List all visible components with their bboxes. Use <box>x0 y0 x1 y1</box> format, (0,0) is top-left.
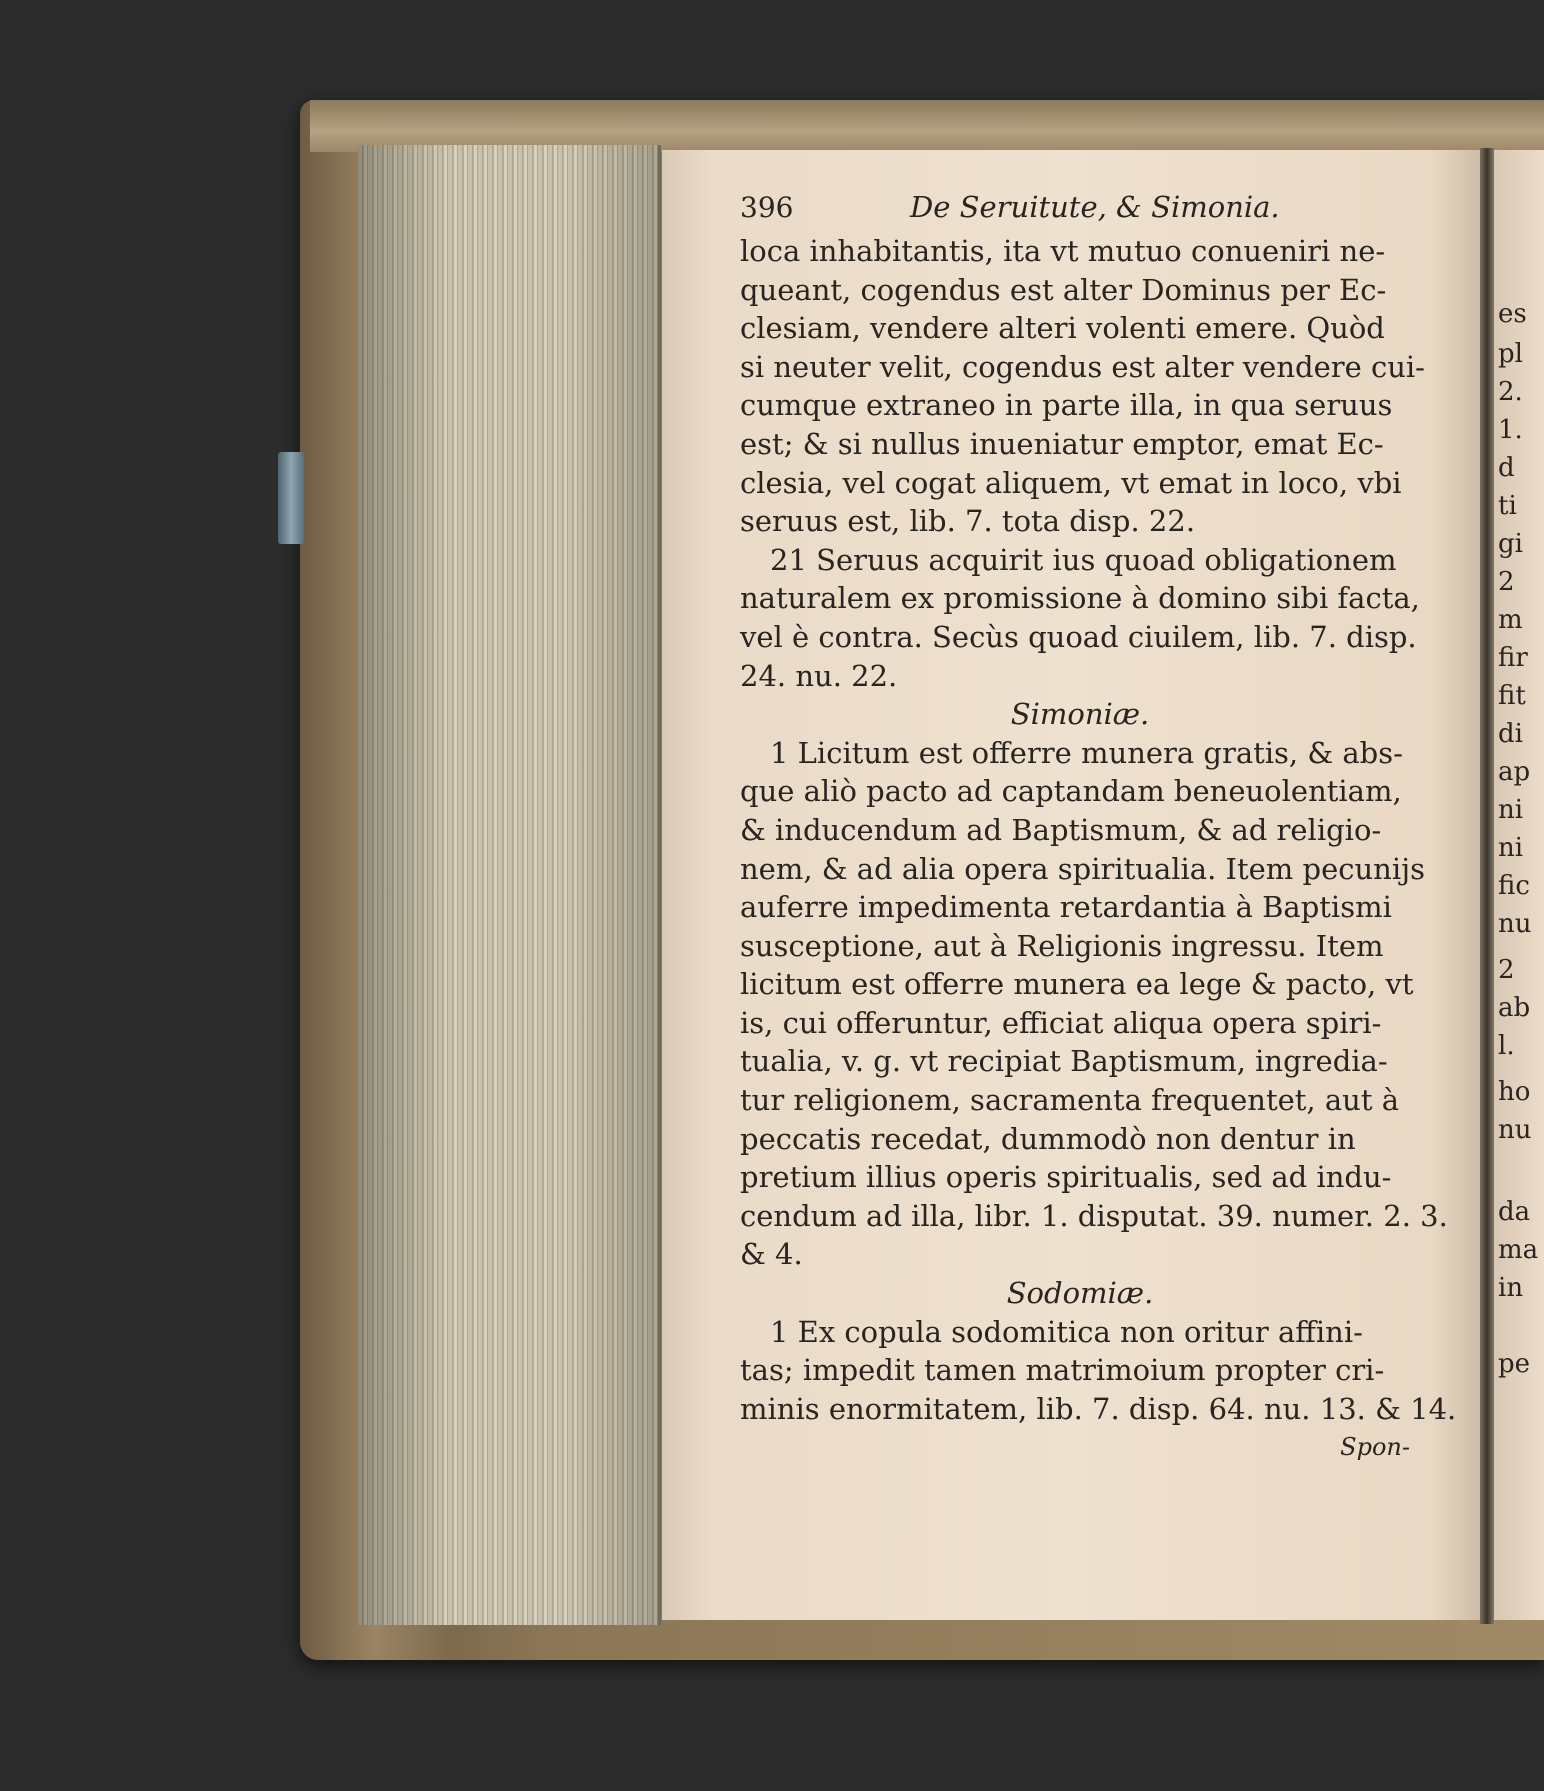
facing-page-fragment: nu <box>1498 1115 1532 1145</box>
facing-page-fragment: l. <box>1498 1031 1515 1061</box>
text-line: nem, & ad alia opera spiritualia. Item pecunijs <box>740 851 1425 886</box>
facing-page-fragment: 1. <box>1498 415 1523 445</box>
text-line: vel è contra. Secùs quoad ciuilem, lib. 7. disp. <box>740 619 1417 654</box>
text-line: cendum ad illa, libr. 1. disputat. 39. numer. 2. 3. <box>740 1198 1448 1233</box>
text-line: 21 Seruus acquirit ius quoad obligationem <box>770 542 1397 577</box>
text-line: susceptione, aut à Religionis ingressu. Item <box>740 928 1384 963</box>
book <box>300 100 1544 1660</box>
text-line: queant, cogendus est alter Dominus per Ec- <box>740 272 1387 307</box>
facing-page-fragment: nu <box>1498 909 1532 939</box>
text-line: 1 Ex copula sodomitica non oritur affini- <box>770 1314 1363 1349</box>
facing-page-fragment: fic <box>1498 871 1530 901</box>
facing-page-fragment: fit <box>1498 681 1526 711</box>
section-heading-simonia: Simoniæ. <box>1010 697 1150 732</box>
page-number: 396 <box>740 191 794 224</box>
text-line: cumque extraneo in parte illa, in qua seruus <box>740 388 1393 423</box>
page-text <box>740 188 1457 1467</box>
running-head: De Seruitute, & Simonia. <box>910 190 1280 224</box>
facing-page-fragment: d <box>1498 453 1515 483</box>
text-line: est; & si nullus inueniatur emptor, emat Ec- <box>740 426 1384 461</box>
text-line: naturalem ex promissione à domino sibi facta, <box>740 581 1420 616</box>
text-line: pretium illius operis spiritualis, sed ad indu- <box>740 1160 1392 1195</box>
text-line: minis enormitatem, lib. 7. disp. 64. nu. 13. & 14. <box>740 1391 1457 1426</box>
text-line: peccatis recedat, dummodò non dentur in <box>740 1121 1356 1156</box>
text-line: que aliò pacto ad captandam beneuolentiam, <box>740 774 1402 809</box>
text-line: 1 Licitum est offerre munera gratis, & abs- <box>770 735 1403 770</box>
text-line: clesiam, vendere alteri volenti emere. Quòd <box>740 311 1385 346</box>
facing-page-fragment: pl <box>1498 339 1523 369</box>
text-line: tur religionem, sacramenta frequentet, aut à <box>740 1083 1399 1118</box>
facing-page-fragment: ap <box>1498 757 1531 787</box>
facing-page-fragment: pe <box>1498 1349 1531 1379</box>
facing-page-fragment: m <box>1498 605 1523 635</box>
text-line: tualia, v. g. vt recipiat Baptismum, ingredia- <box>740 1044 1388 1079</box>
text-line: & 4. <box>740 1237 803 1272</box>
text-line: auferre impedimenta retardantia à Baptismi <box>740 890 1392 925</box>
clasp-icon <box>278 452 304 544</box>
text-line: si neuter velit, cogendus est alter vendere cui- <box>740 349 1425 384</box>
page-gutter <box>1480 148 1494 1624</box>
facing-page-fragment: ab <box>1498 993 1531 1023</box>
facing-page-fragment: da <box>1498 1197 1531 1227</box>
facing-page-fragment: di <box>1498 719 1523 749</box>
facing-page-fragment: fir <box>1498 643 1528 673</box>
facing-page-fragment: 2 <box>1498 955 1515 985</box>
catchword: Spon- <box>1340 1433 1410 1462</box>
facing-page-fragment: in <box>1498 1273 1524 1303</box>
text-line: licitum est offerre munera ea lege & pacto, vt <box>740 967 1414 1002</box>
facing-page-fragment: ni <box>1498 795 1524 825</box>
facing-page-fragment: gi <box>1498 529 1523 559</box>
text-line: & inducendum ad Baptismum, & ad religio- <box>740 812 1382 847</box>
text-line: loca inhabitantis, ita vt mutuo conueniri ne- <box>740 234 1386 268</box>
text-line: 24. nu. 22. <box>740 658 898 693</box>
text-line: clesia, vel cogat aliquem, vt emat in loco, vbi <box>740 465 1402 500</box>
facing-page-fragment: ni <box>1498 833 1524 863</box>
text-line: seruus est, lib. 7. tota disp. 22. <box>740 504 1196 539</box>
left-page <box>662 150 1482 1620</box>
facing-page-fragment: 2. <box>1498 377 1523 407</box>
text-line: tas; impedit tamen matrimoium propter cri- <box>740 1353 1385 1388</box>
facing-page-fragment: ma <box>1498 1235 1539 1265</box>
text-line: is, cui offeruntur, efficiat aliqua opera spiri- <box>740 1005 1382 1040</box>
facing-page-fragment: 2 <box>1498 567 1515 597</box>
facing-page-fragment: ti <box>1498 491 1517 521</box>
facing-page-fragment: ho <box>1498 1077 1531 1107</box>
facing-page-fragment: es <box>1498 299 1527 329</box>
facing-page <box>1494 150 1544 1620</box>
page-edges <box>358 145 661 1625</box>
page-header <box>740 188 1420 232</box>
section-heading-sodomia: Sodomiæ. <box>1006 1276 1154 1311</box>
